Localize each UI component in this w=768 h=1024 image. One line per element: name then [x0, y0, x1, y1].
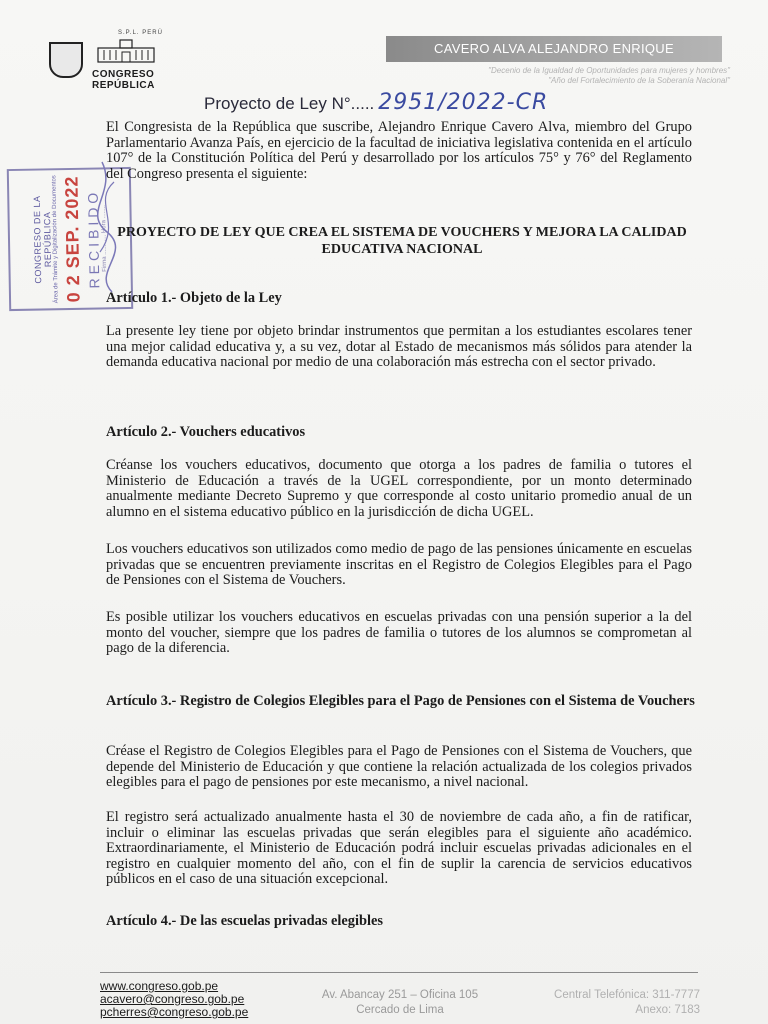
congress-building-icon [96, 38, 156, 64]
stamp-recibido: RECIBIDO [84, 188, 103, 289]
article-2-paragraph-2: Los vouchers educativos son utilizados como medio de pago de las pensiones únicamente en escuelas privadas que se encuentren previamente inscritas en el Registro de Colegios Elegibles para el Pago de Pensiones con el Sistema de Vouchers. [106, 541, 692, 588]
author-banner: CAVERO ALVA ALEJANDRO ENRIQUE [386, 36, 722, 62]
footer-link-website[interactable]: www.congreso.gob.pe [100, 979, 219, 993]
footer-address [300, 988, 500, 1018]
article-1-heading: Artículo 1.- Objeto de la Ley [106, 290, 282, 306]
footer-link-email-1[interactable]: acavero@congreso.gob.pe [100, 992, 245, 1006]
shield-icon [49, 42, 83, 78]
bill-number [204, 90, 548, 115]
coat-of-arms-logo [44, 34, 84, 86]
article-4-heading: Artículo 4.- De las escuelas privadas elegibles [106, 913, 383, 929]
stamp-date: 0 2 SEP. 2022 [61, 175, 84, 303]
bill-title: PROYECTO DE LEY QUE CREA EL SISTEMA DE VOUCHERS Y MEJORA LA CALIDAD EDUCATIVA NACIONAL [117, 225, 687, 257]
footer-links [100, 980, 248, 1019]
article-3-heading: Artículo 3.- Registro de Colegios Elegibles para el Pago de Pensiones con el Sistema de Vouchers [106, 693, 695, 709]
congreso-logo [92, 30, 172, 91]
article-3-paragraph-1: Créase el Registro de Colegios Elegibles para el Pago de Pensiones con el Sistema de Vouchers, que depende del Ministerio de Educación y que contiene la relación actualizada de los colegios privados elegibles para el pago de pensiones por este mecanismo, a nivel nacional. [106, 743, 692, 790]
bill-number-handwritten: 2951/2022-CR [378, 90, 549, 115]
footer-phone-line-1: Central Telefónica: 311-7777 [554, 989, 700, 1001]
article-2-paragraph-3: Es posible utilizar los vouchers educativos en escuelas privadas con una pensión superior a la del monto del voucher, siempre que los padres de familia o tutores de los alumnos se comprometan al pago de la diferencia. [106, 609, 692, 656]
motto-line-2: "Año del Fortalecimiento de la Soberanía Nacional" [548, 76, 730, 85]
motto-line-1: "Decenio de la Igualdad de Oportunidades para mujeres y hombres" [488, 66, 730, 75]
article-2-paragraph-1: Créanse los vouchers educativos, documento que otorga a los padres de familia o tutores el Ministerio de Educación a través de la UGEL correspondiente, por un monto determinado anualmente mediante Decreto Supremo y que corresponde al costo unitario promedio anual de un alumno en el sistema educativo público en la jurisdicción de dicha UGEL. [106, 457, 692, 520]
intro-paragraph: El Congresista de la República que suscribe, Alejandro Enrique Cavero Alva, miembro del Grupo Parlamentario Avanza País, en ejercicio de la facultad de iniciativa legislativa contenida en el artículo 107° de la Constitución Política del Perú y desarrollado por los artículos 75° y 76° del Reglamento del Congreso presenta el siguiente: [106, 119, 692, 182]
bill-number-label: Proyecto de Ley N°..... [204, 94, 375, 113]
stamp-institution: CONGRESO DE LA REPÚBLICA [31, 195, 53, 284]
article-2-heading: Artículo 2.- Vouchers educativos [106, 424, 306, 440]
congreso-tag: S.P.L. PERÚ [118, 30, 163, 36]
decade-motto [430, 66, 730, 86]
footer-phone [500, 988, 700, 1018]
stamp-office: Área de Trámite y Digitalización de Documentos [51, 175, 60, 304]
congreso-name: CONGRESO [92, 69, 155, 80]
stamp-signature-line: Firma ............ Hora ........ [100, 205, 109, 272]
republica-name: REPÚBLICA [92, 80, 155, 91]
footer-link-email-2[interactable]: pcherres@congreso.gob.pe [100, 1005, 249, 1019]
footer-phone-line-2: Anexo: 7183 [635, 1004, 700, 1016]
article-3-paragraph-2: El registro será actualizado anualmente hasta el 30 de noviembre de cada año, a fin de ratificar, incluir o eliminar las escuelas privadas que serán elegibles para el siguiente año académico. Extraordinariamente, el Ministerio de Educación podrá incluir escuelas privadas adicionales en el registro en cualquier momento del año, con el fin de suplir la carencia de servicios educativos públicos en el caso de una situación excepcional. [106, 809, 692, 887]
footer-address-line-2: Cercado de Lima [356, 1004, 444, 1016]
footer-address-line-1: Av. Abancay 251 – Oficina 105 [321, 989, 479, 1001]
article-1-paragraph-1: La presente ley tiene por objeto brindar instrumentos que permitan a los estudiantes escolares tener una mejor calidad educativa y, a su vez, dotar al Estado de mecanismos más sólidos para atender la demanda educativa nacional por medio de una colaboración más estrecha con el sector privado. [106, 323, 692, 370]
footer-divider [100, 972, 698, 973]
